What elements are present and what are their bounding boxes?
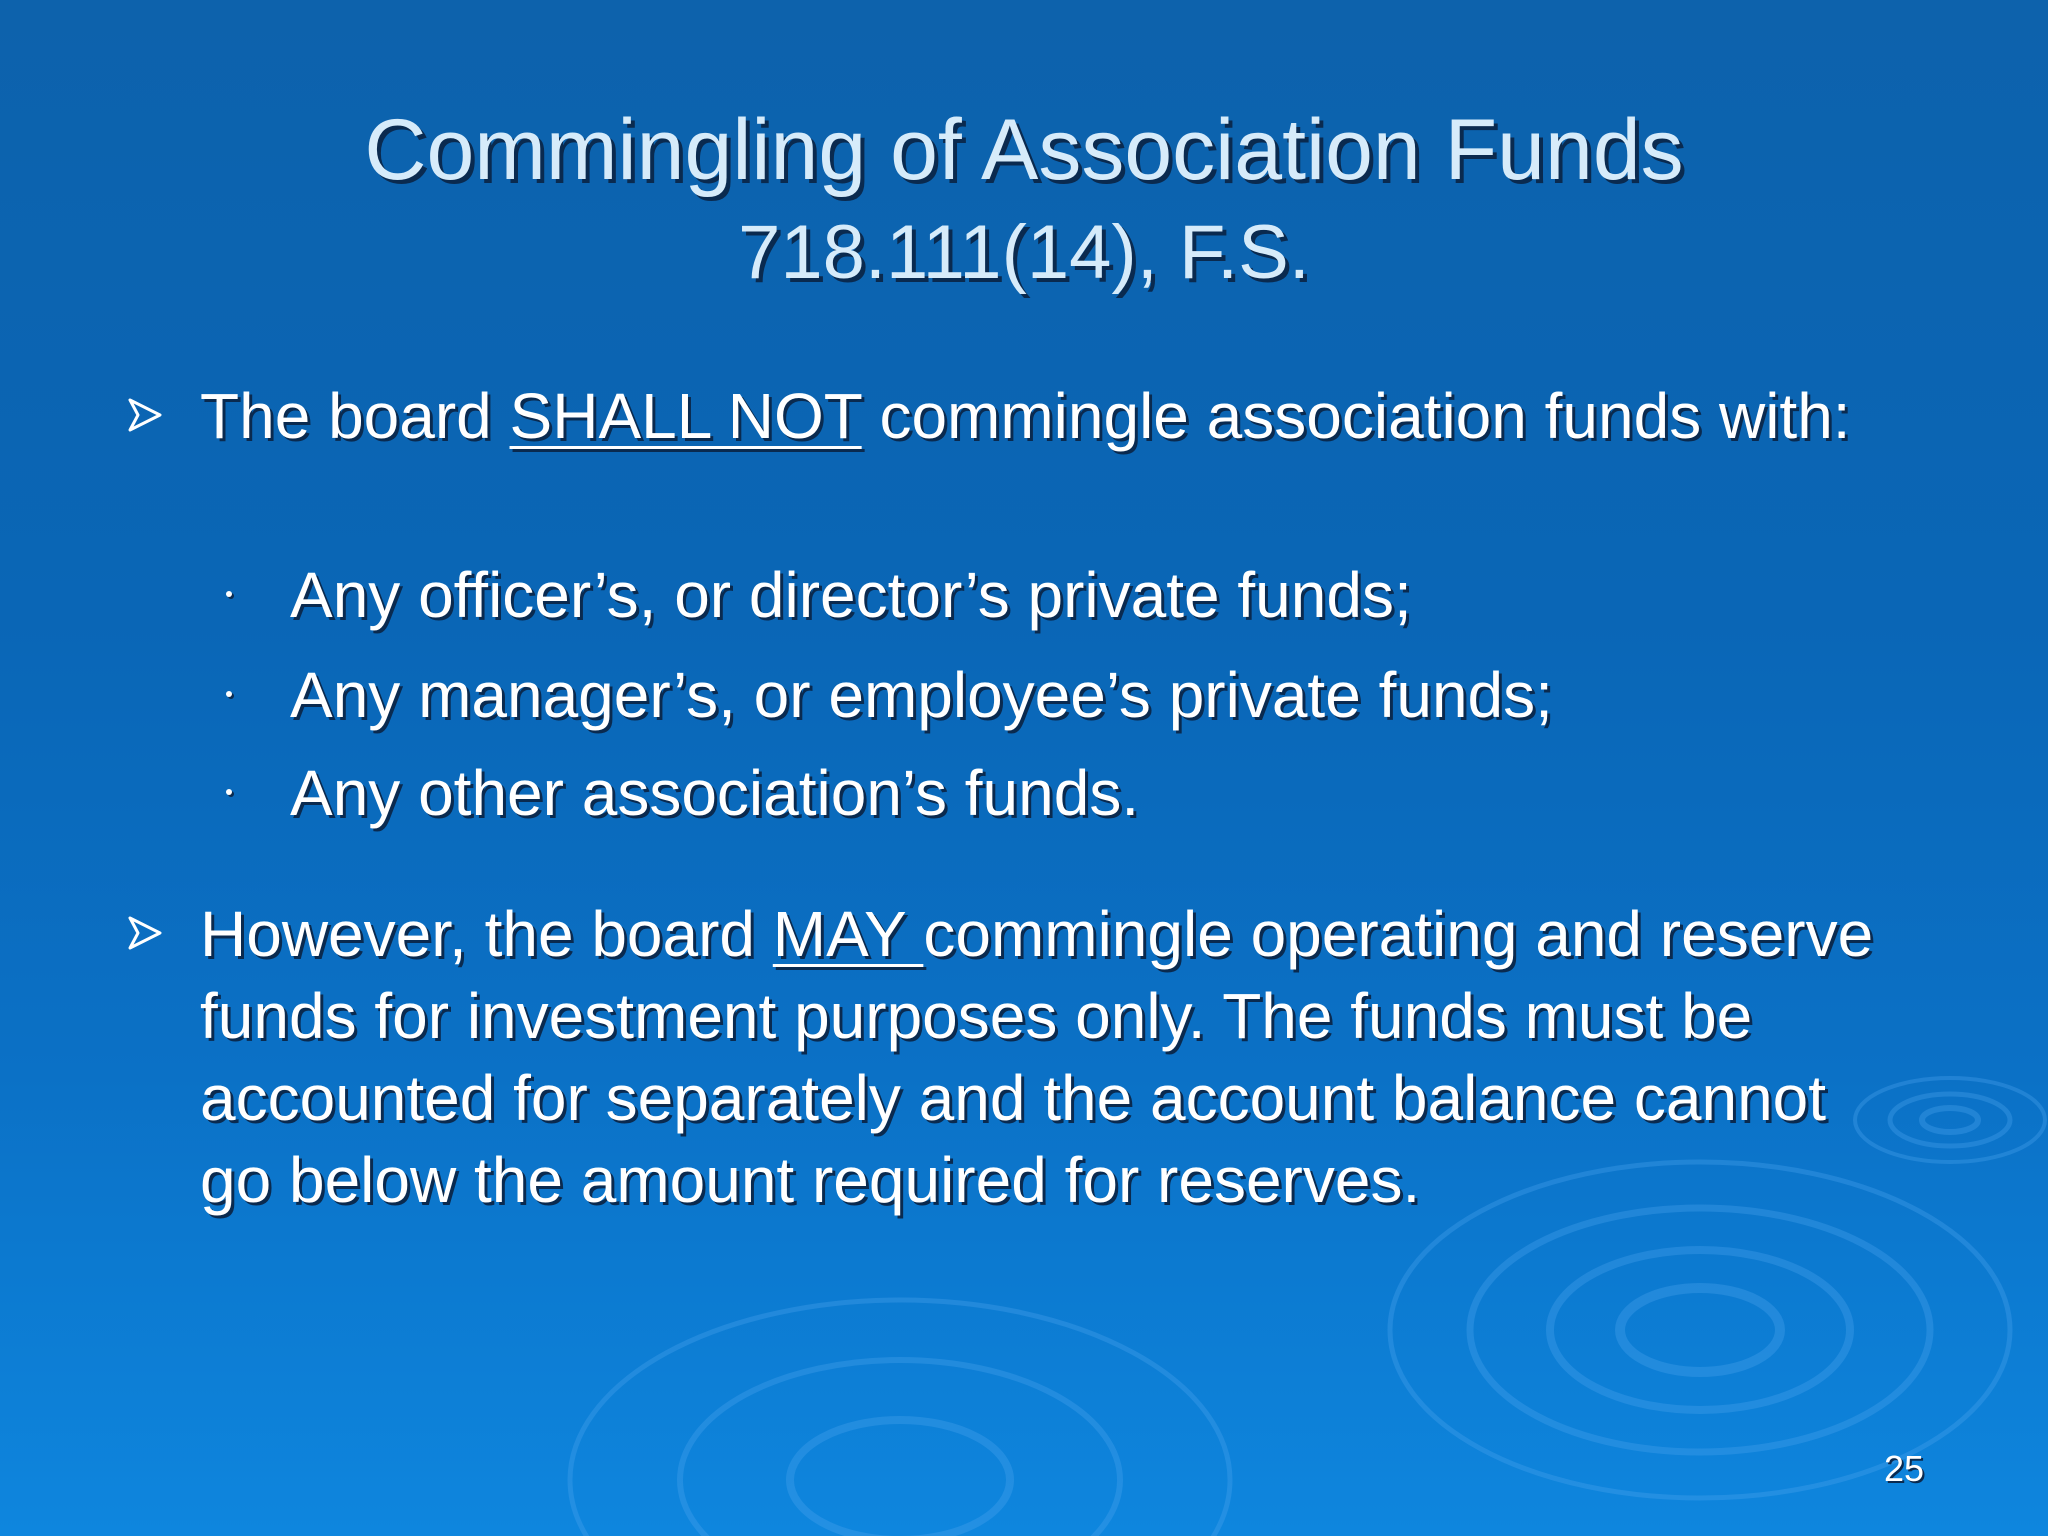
slide-title: Commingling of Association Funds — [364, 102, 1684, 198]
bullet-text-after: commingle association funds with: — [861, 380, 1851, 452]
sub-item-manager-employee: Any manager’s, or employee’s private funds; — [290, 659, 1553, 731]
sub-item-officer-director: Any officer’s, or director’s private funds; — [290, 559, 1412, 631]
emphasis-shall-not: SHALL NOT — [509, 380, 862, 452]
bullet-may — [200, 893, 1880, 1221]
page-number: 25 — [1883, 1448, 1924, 1489]
emphasis-may: MAY — [772, 898, 924, 970]
bullet-text-before: However, the board — [200, 898, 773, 970]
statute-reference: 718.111(14), F.S. — [738, 210, 1310, 295]
arrow-bullet-icon — [128, 916, 162, 950]
sub-item-other-association: Any other association’s funds. — [290, 757, 1140, 829]
arrow-bullet-icon — [128, 398, 162, 432]
bullet-text-after: commingle operating and reserve funds for investment purposes only. The funds must be accounted for separately and the account balance cannot go below the amount required for reserves. — [200, 898, 1874, 1216]
dot-bullet-icon — [226, 691, 232, 697]
bullet-shall-not — [200, 375, 1880, 457]
dot-bullet-icon — [226, 789, 232, 795]
bullet-text-before: The board — [200, 380, 510, 452]
dot-bullet-icon — [226, 591, 232, 597]
